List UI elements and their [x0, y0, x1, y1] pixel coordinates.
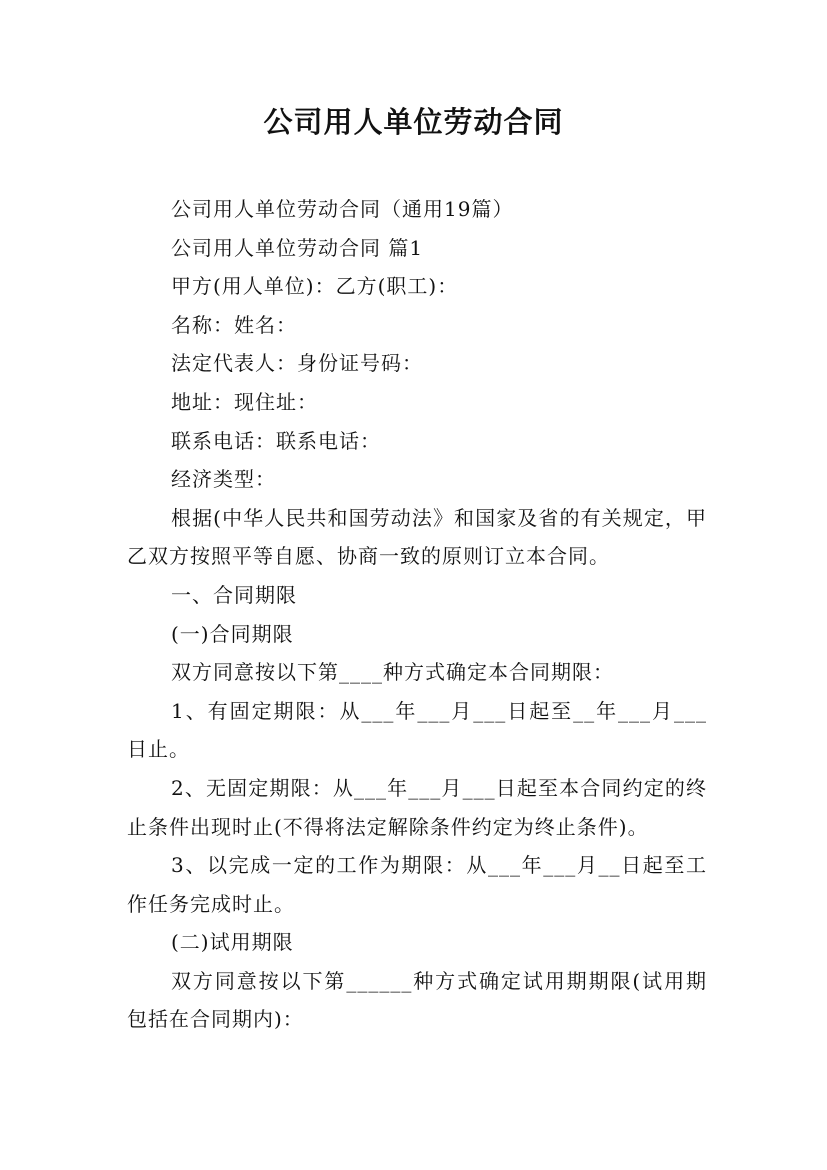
paragraph-section-heading: 公司用人单位劳动合同 篇1 [171, 235, 424, 260]
paragraph-address: 地址：现住址： [171, 389, 318, 414]
document-body [127, 190, 707, 1039]
paragraph-economic-type: 经济类型： [171, 467, 276, 492]
paragraph-fixed-term: 1、有固定期限：从___年___月___日起至__年___月___日止。 [127, 698, 707, 762]
paragraph-parties: 甲方(用人单位)：乙方(职工)： [171, 274, 459, 299]
paragraph-name: 名称：姓名： [171, 312, 297, 337]
paragraph-legal-rep: 法定代表人：身份证号码： [171, 351, 423, 376]
paragraph-clause-1-2: (二)试用期限 [171, 930, 294, 955]
paragraph-phone: 联系电话：联系电话： [171, 428, 381, 453]
document-title: 公司用人单位劳动合同 [263, 105, 564, 139]
paragraph-clause-1-1: (一)合同期限 [171, 621, 294, 646]
paragraph-basis: 根据(中华人民共和国劳动法》和国家及省的有关规定，甲乙双方按照平等自愿、协商一致的原则订立本合同。 [127, 505, 707, 569]
paragraph-open-term: 2、无固定期限：从___年___月___日起至本合同约定的终止条件出现时止(不得将法定解除条件约定为终止条件)。 [127, 775, 707, 839]
paragraph-term-choice: 双方同意按以下第____种方式确定本合同期限： [171, 660, 614, 685]
paragraph-clause-1: 一、合同期限 [171, 582, 297, 607]
paragraph-task-term: 3、以完成一定的工作为期限：从___年___月__日起至工作任务完成时止。 [127, 853, 707, 916]
paragraph-probation-choice: 双方同意按以下第______种方式确定试用期期限(试用期包括在合同期内)： [127, 968, 707, 1032]
paragraph-subtitle: 公司用人单位劳动合同（通用19篇） [171, 197, 514, 221]
